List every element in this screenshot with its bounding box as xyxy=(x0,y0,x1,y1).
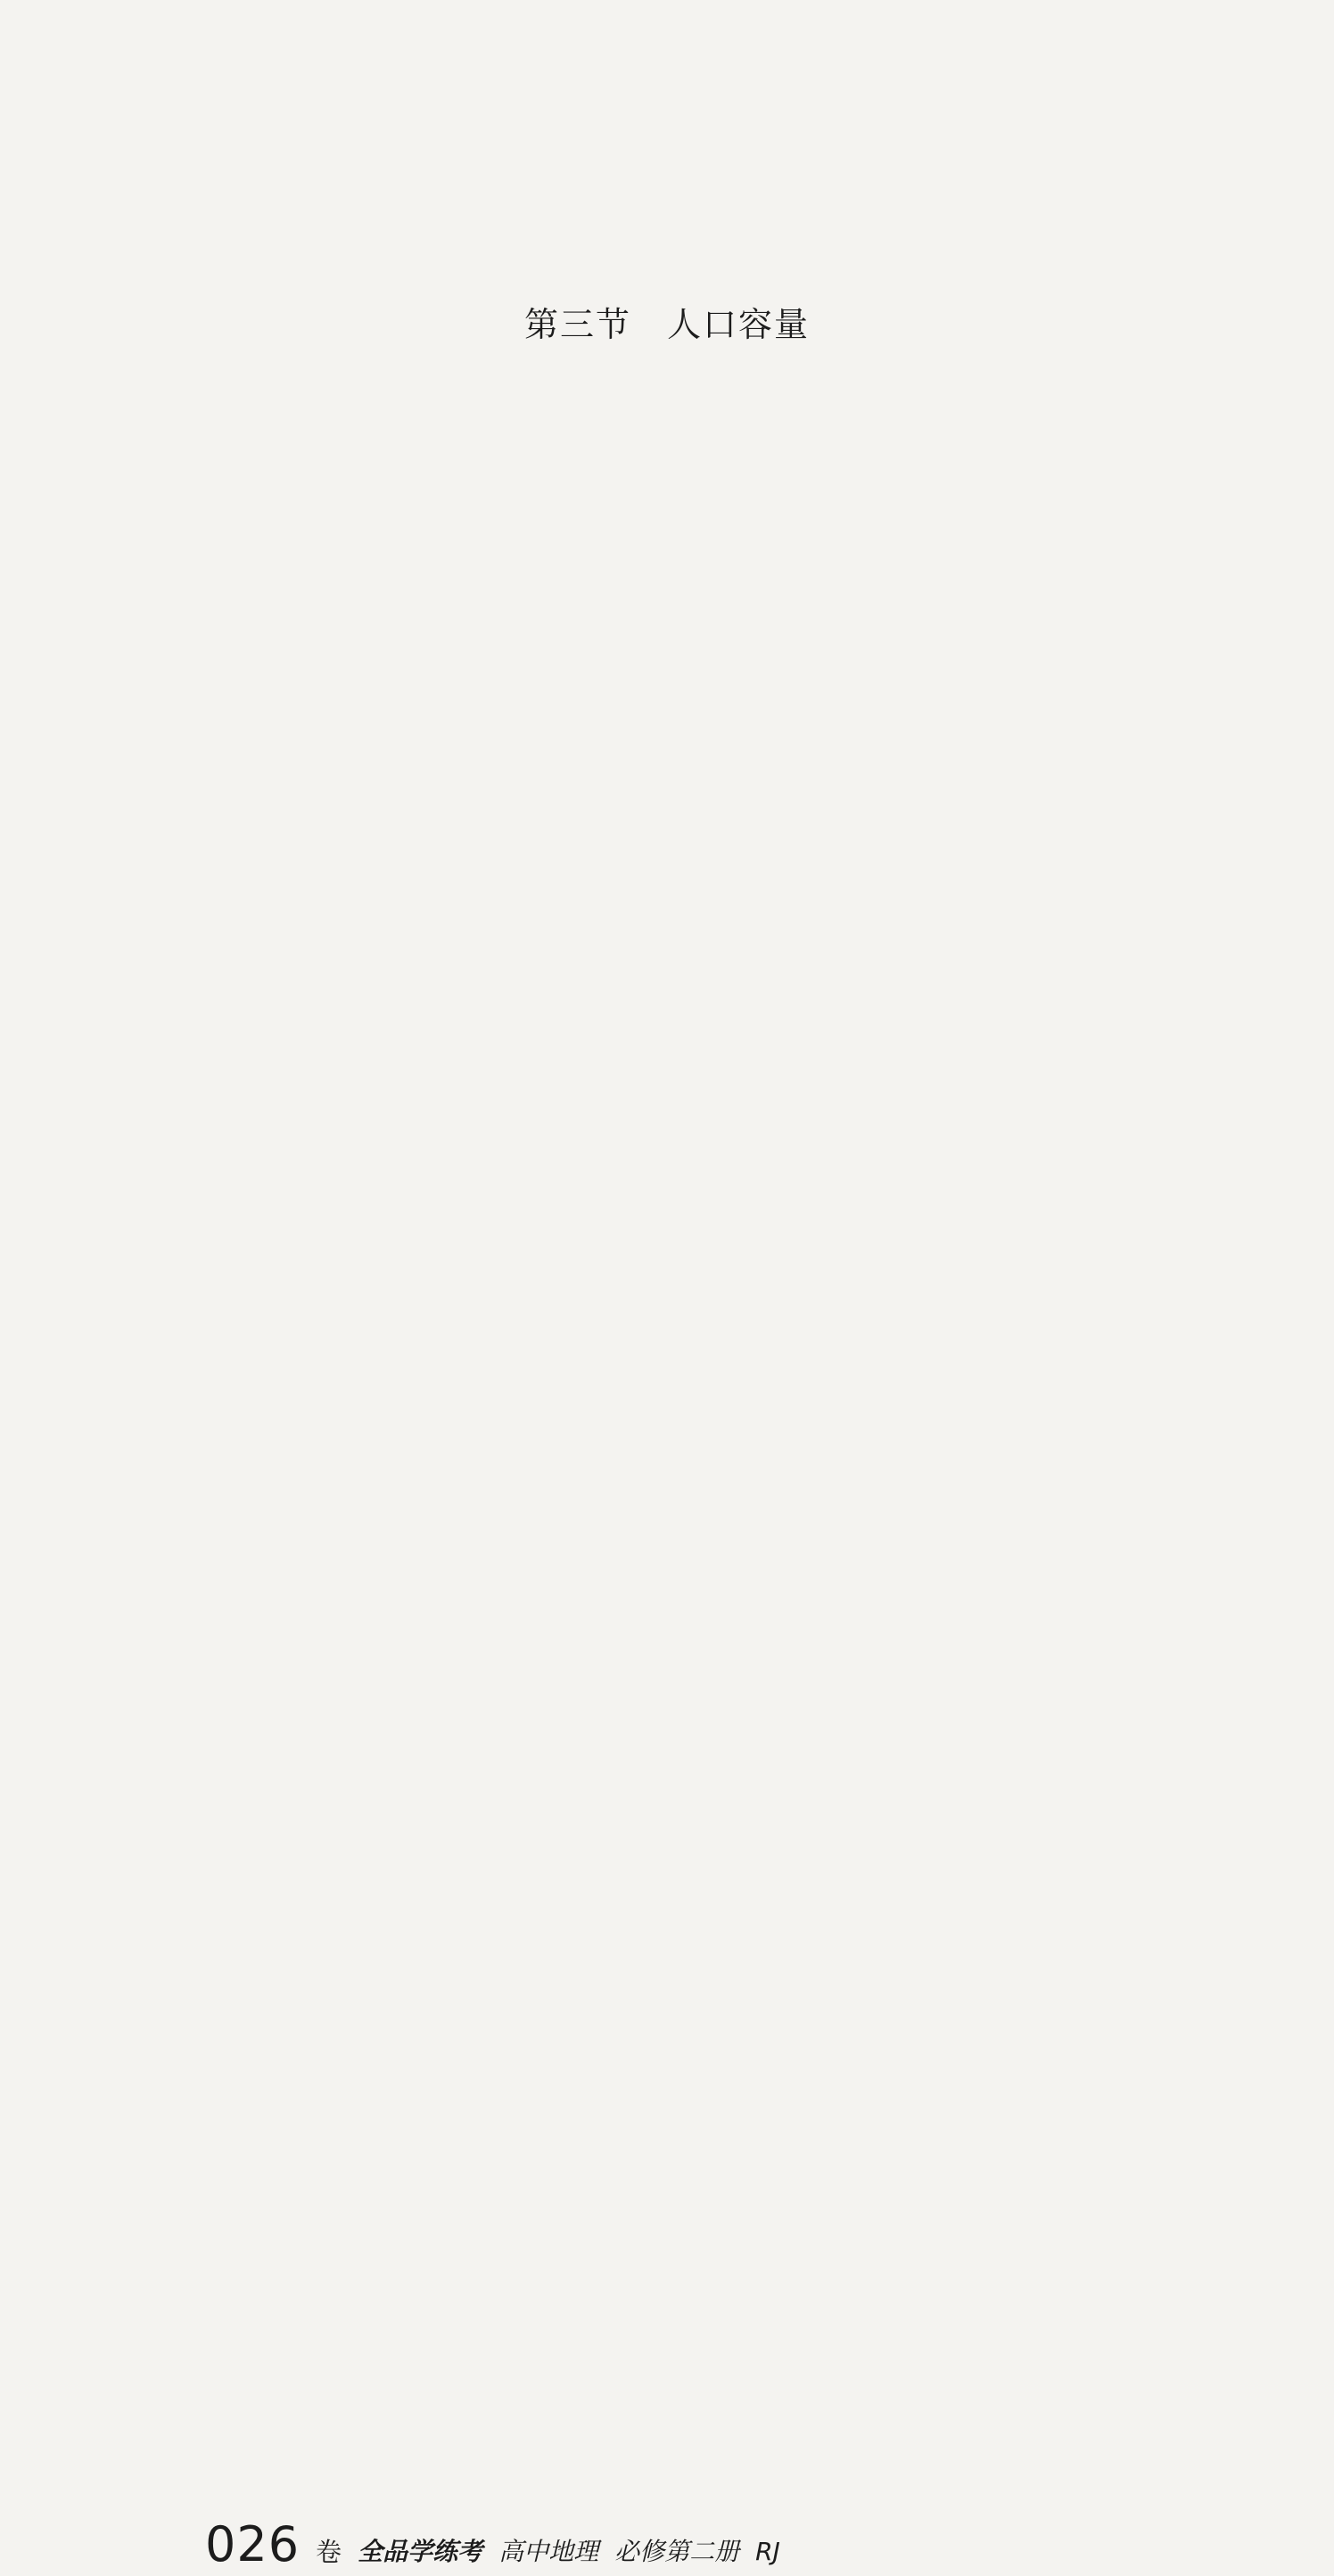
edition-label: RJ xyxy=(755,2537,780,2566)
page-footer xyxy=(205,2516,780,2570)
section-title: 第三节 人口容量 xyxy=(523,305,810,344)
book-label: 必修第二册 xyxy=(614,2537,740,2566)
brand-name: 全品学练考 xyxy=(358,2537,483,2566)
volume-label: 卷 xyxy=(316,2537,342,2567)
page-number: 026 xyxy=(205,2516,301,2572)
subject-label: 高中地理 xyxy=(498,2537,599,2566)
